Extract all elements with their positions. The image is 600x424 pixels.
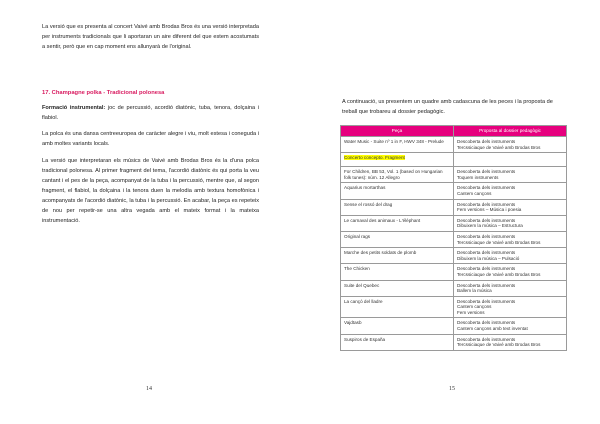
table-row [341, 137, 567, 153]
piece-cell [341, 215, 454, 231]
table-row [341, 153, 567, 167]
right-page [300, 0, 600, 424]
proposal-line: Descoberta dels instruments [457, 336, 516, 342]
piece-title: Aquarius mortarthas [344, 185, 386, 191]
proposal-line: Descoberta dels instruments [457, 266, 516, 272]
table-row [341, 167, 567, 183]
proposal-line: Descoberta dels instruments [457, 320, 516, 326]
piece-cell [341, 199, 454, 215]
piece-cell [341, 248, 454, 264]
proposal-line: Descoberta dels instruments [457, 169, 516, 175]
piece-title: Sense el rossó del drag [344, 201, 393, 207]
header-piece: Peça [341, 126, 454, 137]
piece-cell [341, 264, 454, 280]
table-row [341, 296, 567, 318]
proposal-cell [454, 231, 567, 247]
table-row [341, 199, 567, 215]
table-row [341, 264, 567, 280]
proposal-cell [454, 215, 567, 231]
proposal-cell [454, 264, 567, 280]
proposal-line: Toquem instruments [457, 174, 499, 180]
piece-cell [341, 231, 454, 247]
pieces-table [340, 125, 567, 351]
proposal-line: Tercssiciaque de Vaivé amb Brodas Bros [457, 239, 541, 245]
proposal-line: Descoberta dels instruments [457, 233, 516, 239]
piece-title: For Children, BB 53, Vol. 1 (based on Hungarian folk tunes): núm. 12 Allegro [344, 169, 443, 180]
proposal-line: Descoberta dels instruments [457, 250, 516, 256]
proposal-cell [454, 137, 567, 153]
proposal-cell [454, 296, 567, 318]
piece-title: La cançó del lladre [344, 298, 383, 304]
proposal-line: Tercssiciaque de Vaivé amb Brodas Bros [457, 144, 541, 150]
proposal-line: Fem versions – Música i poesia [457, 207, 522, 213]
table-row [341, 215, 567, 231]
proposal-line: Descoberta dels instruments [457, 217, 516, 223]
proposal-cell [454, 153, 567, 167]
piece-cell [341, 183, 454, 199]
proposal-line: Tercssiciaque de Vaivé amb Brodas Bros [457, 342, 541, 348]
version-paragraph: La versió que interpretaran els músics de Vaivé amb Brodas Bros és la d'una polca tradicional polonesa. Al primer fragment del tema, l'acordió diatònic és qui porta la veu cantant i el pes de la peça, acompanyat de la tuba i la percussió, mentre que, al segon fragment, el flabiol, la dolçaina i la tenora duen la melodia amb textura homofònica i acompanyats de l'acordió diatònic, la tuba i la percussió. En acabar, la peça es repeteix de nou per repetir-se una altra vegada amb el mateix format i la mateixa instrumentació. [42, 158, 259, 224]
piece-cell [341, 137, 454, 153]
table-row [341, 334, 567, 350]
formation-paragraph [42, 103, 259, 123]
proposal-line: Ballem la música [457, 288, 492, 294]
piece-title: Suite del Quebec [344, 282, 380, 288]
section-title: 17. Champagne polka - Tradicional polonesa [42, 90, 165, 96]
proposal-cell [454, 199, 567, 215]
polka-paragraph: La polca és una dansa centreeuropea de caràcter alegre i viu, molt estesa i coneguda i amb moltes variants locals. [42, 131, 259, 147]
proposal-line: Tercssiciaque de Vaivé amb Brodas Bros [457, 271, 541, 277]
proposal-line: Descoberta dels instruments [457, 298, 516, 304]
proposal-cell [454, 167, 567, 183]
piece-cell [341, 334, 454, 350]
piece-title: Concerto concepto. Fragment [344, 155, 405, 161]
piece-title: Vajdtasb [344, 320, 362, 326]
header-proposal: Proposta al dossier pedagògic [454, 126, 567, 137]
intro-paragraph: A continuació, us presentem un quadre amb cadascuna de les peces i la proposta de treball que trobareu al dossier pedagògic. [342, 99, 553, 115]
piece-title: Marche des petits soldats de plomb [344, 250, 417, 256]
piece-title: Le carnaval des animaux - L'éléphant [344, 217, 421, 223]
piece-title: Original rags [344, 233, 371, 239]
piece-cell [341, 296, 454, 318]
proposal-line: Fem versions [457, 309, 485, 315]
proposal-line: Cantem cançons [457, 304, 492, 310]
proposal-line: Descoberta dels instruments [457, 139, 516, 144]
table-row [341, 183, 567, 199]
piece-title: Water Music - Suite nº 1 in F, HWV 348 - Prelude [344, 139, 444, 144]
piece-cell [341, 318, 454, 334]
proposal-line: Dibuixem la música – Estructura [457, 223, 523, 229]
piece-cell [341, 280, 454, 296]
table-row [341, 280, 567, 296]
table-row [341, 248, 567, 264]
piece-title: Suspiros de España [344, 336, 386, 342]
intro-paragraph: La versió que es presenta al concert Vaivé amb Brodas Bros és una versió interpretada per instruments tradicionals que li aportaran un aire diferent del que estem acostumats a sentir, però que en cap moment ens allunyarà de l'original. [42, 24, 259, 50]
piece-cell [341, 167, 454, 183]
piece-title: The Chicken [344, 266, 370, 272]
proposal-cell [454, 318, 567, 334]
proposal-line: Descoberta dels instruments [457, 201, 516, 207]
table-body [341, 137, 567, 351]
piece-cell [341, 153, 454, 167]
proposal-line: Dibuixem la música – Pulsació [457, 255, 520, 261]
proposal-cell [454, 280, 567, 296]
table-header-row [341, 126, 567, 137]
formation-label: Formació instrumental: [42, 105, 106, 111]
table-row [341, 318, 567, 334]
table-row [341, 231, 567, 247]
proposal-line: Cantem cançons [457, 190, 492, 196]
proposal-cell [454, 183, 567, 199]
page-number: 15 [449, 386, 455, 392]
proposal-cell [454, 248, 567, 264]
proposal-line: Descoberta dels instruments [457, 185, 516, 191]
proposal-line: Descoberta dels instruments [457, 282, 516, 288]
proposal-line: Cantem cançons amb text inventat [457, 326, 528, 332]
page-number: 14 [146, 386, 152, 392]
formation-text: joc de percussió, acordió diatònic, tuba, tenora, dolçaina i flabiol. [42, 105, 259, 121]
proposal-cell [454, 334, 567, 350]
